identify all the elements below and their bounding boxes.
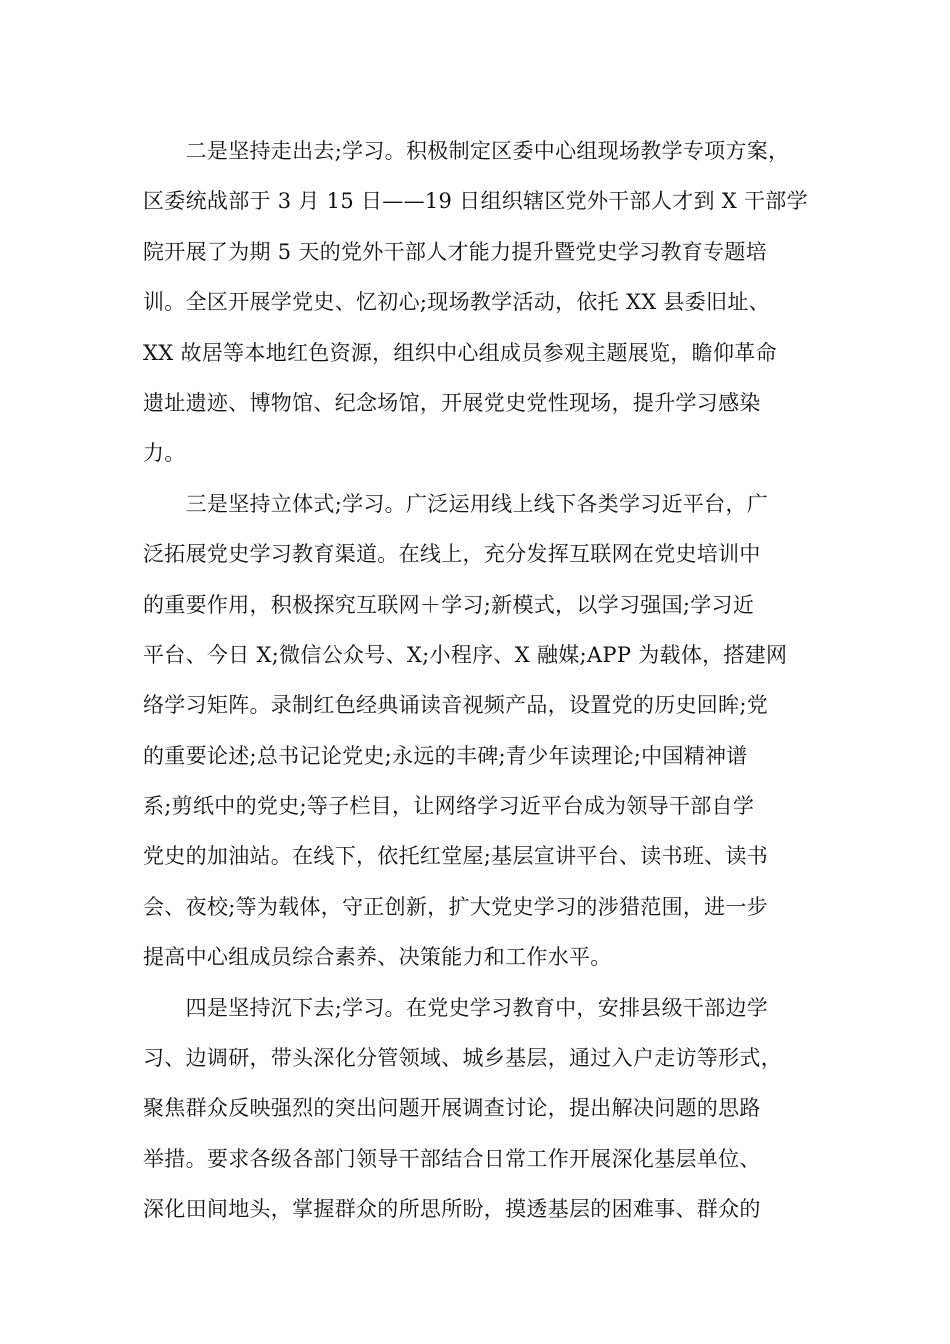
paragraph-4 bbox=[143, 983, 823, 1235]
text-line: 二是坚持走出去;学习。积极制定区委中心组现场教学专项方案， bbox=[143, 139, 790, 163]
text-line: 院开展了为期 5 天的党外干部人才能力提升暨党史学习教育专题培 bbox=[143, 239, 768, 264]
text-line: 系;剪纸中的党史;等子栏目，让网络学习近平台成为领导干部自学 bbox=[143, 794, 755, 819]
text-line: 力。 bbox=[143, 441, 186, 466]
text-line: 区委统战部于 3 月 15 日——19 日组织辖区党外干部人才到 X 干部学 bbox=[143, 189, 808, 214]
paragraph-2 bbox=[143, 126, 823, 479]
text-line: 三是坚持立体式;学习。广泛运用线上线下各类学习近平台，广 bbox=[143, 491, 769, 516]
text-line: 会、夜校;等为载体，守正创新，扩大党史学习的涉猎范围，进一步 bbox=[143, 894, 769, 919]
text-line: 聚焦群众反映强烈的突出问题开展调查讨论，提出解决问题的思路 bbox=[143, 1096, 761, 1121]
text-line: 深化田间地头，掌握群众的所思所盼，摸透基层的困难事、群众的 bbox=[143, 1197, 761, 1222]
text-line: 训。全区开展学党史、忆初心;现场教学活动，依托 XX 县委旧址、 bbox=[143, 290, 770, 315]
text-line: 平台、今日 X;微信公众号、X;小程序、X 融媒;APP 为载体，搭建网 bbox=[143, 642, 788, 667]
text-line: 遗址遗迹、博物馆、纪念场馆，开展党史党性现场，提升学习感染 bbox=[143, 390, 761, 415]
text-line: XX 故居等本地红色资源，组织中心组成员参观主题展览，瞻仰革命 bbox=[143, 340, 777, 365]
text-line: 举措。要求各级各部门领导干部结合日常工作开展深化基层单位、 bbox=[143, 1146, 761, 1171]
text-line: 的重要论述;总书记论党史;永远的丰碑;青少年读理论;中国精神谱 bbox=[143, 743, 748, 768]
document-body bbox=[143, 126, 823, 1235]
paragraph-3 bbox=[143, 479, 823, 983]
text-line: 的重要作用，积极探究互联网＋学习;新模式，以学习强国;学习近 bbox=[143, 592, 755, 617]
text-line: 四是坚持沉下去;学习。在党史学习教育中，安排县级干部边学 bbox=[143, 995, 769, 1020]
text-line: 络学习矩阵。录制红色经典诵读音视频产品，设置党的历史回眸;党 bbox=[143, 693, 769, 718]
text-line: 党史的加油站。在线下，依托红堂屋;基层宣讲平台、读书班、读书 bbox=[143, 844, 769, 869]
text-line: 习、边调研，带头深化分管领域、城乡基层，通过入户走访等形式， bbox=[143, 1046, 782, 1071]
text-line: 提高中心组成员综合素养、决策能力和工作水平。 bbox=[143, 945, 612, 970]
text-line: 泛拓展党史学习教育渠道。在线上，充分发挥互联网在党史培训中 bbox=[143, 542, 761, 567]
